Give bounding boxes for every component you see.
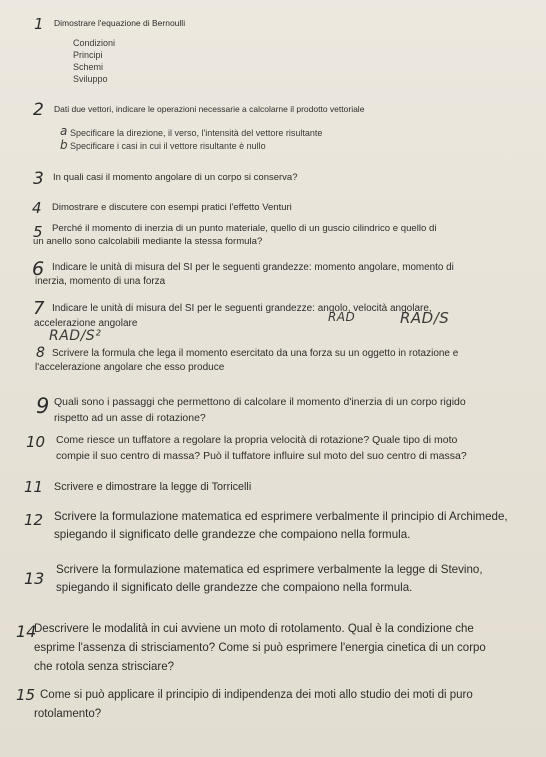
- question-10-line-1: Come riesce un tuffatore a regolare la propria velocità di rotazione? Quale tipo di moto: [56, 434, 458, 446]
- question-13-line-2: spiegando il significato delle grandezze che compaiono nella formula.: [56, 581, 413, 594]
- question-5-line-2: un anello sono calcolabili mediante la stessa formula?: [33, 236, 263, 247]
- question-15-line-2: rotolamento?: [34, 708, 102, 720]
- question-number-4: 4: [32, 199, 42, 217]
- question-12-line-2: spiegando il significato delle grandezze che compaiono nella formula.: [54, 528, 411, 541]
- question-7-line-2: accelerazione angolare: [34, 318, 138, 329]
- handwritten-answer-rad-s2: RAD/S²: [49, 328, 102, 344]
- outline-item: Condizioni: [73, 38, 116, 48]
- question-8-line-1: Scrivere la formula che lega il momento esercitato da una forza su un oggetto in rotazione e: [52, 348, 459, 359]
- question-1: Dimostrare l'equazione di Bernoulli: [54, 18, 186, 28]
- vector-item-a: Specificare la direzione, il verso, l'intensità del vettore risultante: [70, 128, 323, 138]
- question-number-10: 10: [26, 433, 46, 451]
- question-number-13: 13: [24, 569, 45, 588]
- question-13-line-1: Scrivere la formulazione matematica ed esprimere verbalmente la legge di Stevino,: [56, 563, 483, 576]
- question-number-3: 3: [33, 169, 44, 189]
- question-10-line-2: compie il suo centro di massa? Può il tuffatore influire sul moto del suo centro di massa?: [56, 450, 467, 462]
- question-number-12: 12: [24, 511, 44, 529]
- question-6-line-1: Indicare le unità di misura del SI per le seguenti grandezze: momento angolare, momento di: [52, 262, 454, 273]
- vector-item-b: Specificare i casi in cui il vettore risultante è nullo: [70, 141, 266, 151]
- outline-item: Schemi: [73, 62, 104, 72]
- question-11: Scrivere e dimostrare la legge di Torricelli: [54, 481, 252, 493]
- question-5-line-1: Perché il momento di inerzia di un punto materiale, quello di un guscio cilindrico e quello di: [52, 223, 437, 234]
- question-14-line-1: Descrivere le modalità in cui avviene un moto di rotolamento. Qual è la condizione che: [34, 623, 474, 635]
- handwritten-answer-rad: RAD: [328, 310, 356, 324]
- question-15-line-1: Come si può applicare il principio di indipendenza dei moti allo studio dei moti di puro: [40, 689, 473, 701]
- question-number-2: 2: [33, 100, 44, 120]
- question-number-1: 1: [34, 15, 44, 33]
- question-4: Dimostrare e discutere con esempi pratici l'effetto Venturi: [52, 202, 292, 213]
- outline-item: Sviluppo: [73, 74, 108, 84]
- outline-item: Principi: [73, 50, 103, 60]
- question-number-9: 9: [36, 394, 50, 418]
- question-number-7: 7: [33, 298, 45, 319]
- question-6-line-2: inerzia, momento di una forza: [35, 276, 166, 287]
- question-8-line-2: l'accelerazione angolare che esso produce: [35, 362, 225, 373]
- question-9-line-1: Quali sono i passaggi che permettono di calcolare il momento d'inerzia di un corpo rigido: [54, 396, 466, 408]
- question-3: In quali casi il momento angolare di un corpo si conserva?: [53, 172, 298, 183]
- question-number-11: 11: [24, 478, 44, 496]
- question-number-6: 6: [32, 258, 45, 280]
- item-letter-b: b: [60, 138, 69, 152]
- item-letter-a: a: [60, 124, 68, 138]
- question-14-line-2: esprime l'assenza di strisciamento? Come si può esprimere l'energia cinetica di un corpo: [34, 642, 486, 654]
- question-number-8: 8: [36, 345, 45, 361]
- question-number-14: 14: [16, 622, 37, 641]
- question-2: Dati due vettori, indicare le operazioni necessarie a calcolarne il prodotto vettoriale: [54, 104, 365, 114]
- question-number-15: 15: [16, 686, 36, 704]
- handwritten-answer-rad-s: RAD/S: [400, 309, 450, 327]
- question-number-5: 5: [33, 223, 43, 241]
- question-12-line-1: Scrivere la formulazione matematica ed esprimere verbalmente il principio di Archimede,: [54, 510, 508, 523]
- question-9-line-2: rispetto ad un asse di rotazione?: [54, 412, 206, 424]
- question-7-line-1: Indicare le unità di misura del SI per le seguenti grandezze: angolo, velocità angolare,: [52, 303, 432, 314]
- question-14-line-3: che rotola senza strisciare?: [34, 661, 174, 673]
